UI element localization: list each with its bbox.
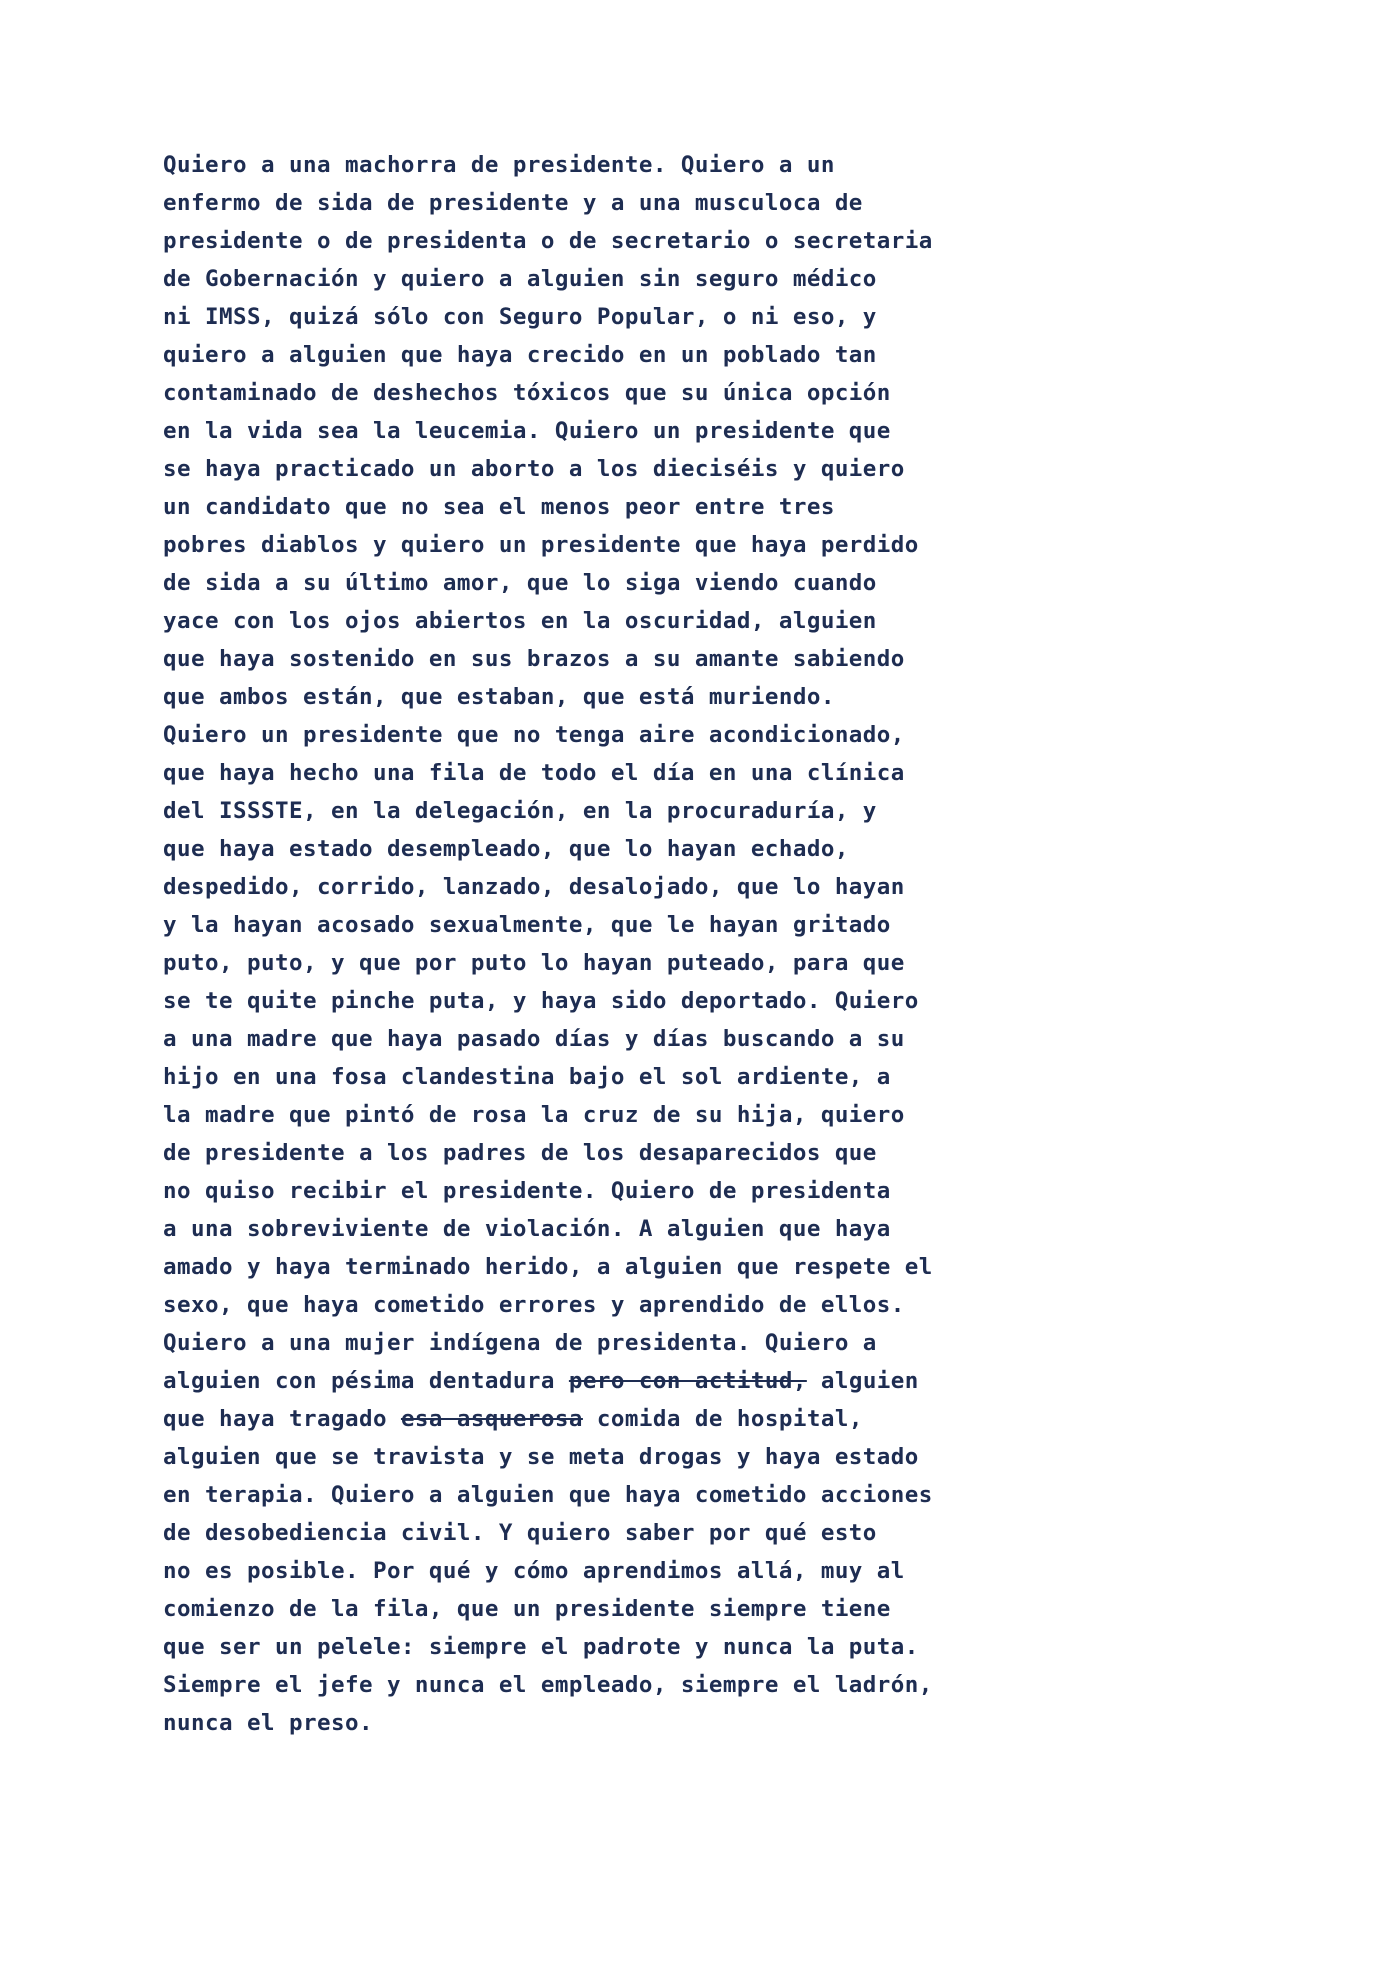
- text-run: alguien con pésima dentadura: [163, 1368, 569, 1394]
- text-run: Quiero a una machorra de presidente. Quiero a un: [163, 152, 835, 178]
- text-run: que haya tragado: [163, 1406, 401, 1432]
- text-run: que haya hecho una fila de todo el día en una clínica: [163, 760, 905, 786]
- text-run: alguien que se travista y se meta drogas y haya estado: [163, 1444, 919, 1470]
- text-run: enfermo de sida de presidente y a una musculoca de: [163, 190, 863, 216]
- text-line: [163, 640, 1253, 678]
- text-run: yace con los ojos abiertos en la oscuridad, alguien: [163, 608, 877, 634]
- text-run: hijo en una fosa clandestina bajo el sol ardiente, a: [163, 1064, 891, 1090]
- text-line: [163, 1020, 1253, 1058]
- text-line: [163, 868, 1253, 906]
- text-run: puto, puto, y que por puto lo hayan puteado, para que: [163, 950, 905, 976]
- text-line: [163, 982, 1253, 1020]
- text-line: [163, 792, 1253, 830]
- text-line: [163, 1362, 1253, 1400]
- struck-through-text: pero con actitud,: [568, 1368, 807, 1394]
- text-run: que ser un pelele: siempre el padrote y nunca la puta.: [163, 1634, 919, 1660]
- prose-text-block: [163, 146, 1253, 1742]
- text-run: presidente o de presidenta o de secretario o secretaria: [163, 228, 933, 254]
- text-line: [163, 1514, 1253, 1552]
- text-run: comida de hospital,: [582, 1406, 863, 1432]
- text-line: [163, 906, 1253, 944]
- text-line: [163, 336, 1253, 374]
- text-run: en la vida sea la leucemia. Quiero un presidente que: [163, 418, 891, 444]
- text-run: de Gobernación y quiero a alguien sin seguro médico: [163, 266, 877, 292]
- text-run: comienzo de la fila, que un presidente siempre tiene: [163, 1596, 891, 1622]
- text-line: [163, 1134, 1253, 1172]
- text-run: no quiso recibir el presidente. Quiero de presidenta: [163, 1178, 891, 1204]
- text-line: [163, 1248, 1253, 1286]
- text-run: que ambos están, que estaban, que está muriendo.: [163, 684, 835, 710]
- text-line: [163, 146, 1253, 184]
- text-line: [163, 1552, 1253, 1590]
- text-line: [163, 716, 1253, 754]
- text-line: [163, 488, 1253, 526]
- text-run: un candidato que no sea el menos peor entre tres: [163, 494, 835, 520]
- text-line: [163, 1476, 1253, 1514]
- text-run: pobres diablos y quiero un presidente que haya perdido: [163, 532, 919, 558]
- text-run: y la hayan acosado sexualmente, que le hayan gritado: [163, 912, 891, 938]
- text-line: [163, 1210, 1253, 1248]
- text-run: en terapia. Quiero a alguien que haya cometido acciones: [163, 1482, 933, 1508]
- text-run: de desobediencia civil. Y quiero saber por qué esto: [163, 1520, 877, 1546]
- text-run: de sida a su último amor, que lo siga viendo cuando: [163, 570, 877, 596]
- text-line: [163, 412, 1253, 450]
- text-run: no es posible. Por qué y cómo aprendimos allá, muy al: [163, 1558, 905, 1584]
- text-line: [163, 1628, 1253, 1666]
- text-line: [163, 1438, 1253, 1476]
- text-line: [163, 830, 1253, 868]
- text-run: que haya estado desempleado, que lo hayan echado,: [163, 836, 849, 862]
- text-line: [163, 184, 1253, 222]
- text-run: Quiero un presidente que no tenga aire acondicionado,: [163, 722, 905, 748]
- text-run: a una madre que haya pasado días y días buscando a su: [163, 1026, 905, 1052]
- text-run: de presidente a los padres de los desaparecidos que: [163, 1140, 877, 1166]
- text-run: amado y haya terminado herido, a alguien que respete el: [163, 1254, 933, 1280]
- text-run: la madre que pintó de rosa la cruz de su hija, quiero: [163, 1102, 905, 1128]
- text-line: [163, 1286, 1253, 1324]
- text-line: [163, 602, 1253, 640]
- text-line: [163, 260, 1253, 298]
- text-run: que haya sostenido en sus brazos a su amante sabiendo: [163, 646, 905, 672]
- text-line: [163, 1172, 1253, 1210]
- struck-through-text: esa asquerosa: [400, 1406, 583, 1432]
- text-line: [163, 944, 1253, 982]
- text-run: se te quite pinche puta, y haya sido deportado. Quiero: [163, 988, 919, 1014]
- text-run: contaminado de deshechos tóxicos que su única opción: [163, 380, 891, 406]
- text-run: a una sobreviviente de violación. A alguien que haya: [163, 1216, 891, 1242]
- text-line: [163, 1400, 1253, 1438]
- text-line: [163, 1666, 1253, 1704]
- text-run: despedido, corrido, lanzado, desalojado, que lo hayan: [163, 874, 905, 900]
- text-run: ni IMSS, quizá sólo con Seguro Popular, o ni eso, y: [163, 304, 877, 330]
- text-run: se haya practicado un aborto a los dieciséis y quiero: [163, 456, 905, 482]
- text-line: [163, 298, 1253, 336]
- text-line: [163, 1058, 1253, 1096]
- text-line: [163, 526, 1253, 564]
- text-run: alguien: [806, 1368, 919, 1394]
- text-line: [163, 450, 1253, 488]
- text-line: [163, 1704, 1253, 1742]
- text-line: [163, 1590, 1253, 1628]
- text-run: sexo, que haya cometido errores y aprendido de ellos.: [163, 1292, 905, 1318]
- text-line: [163, 1324, 1253, 1362]
- text-line: [163, 374, 1253, 412]
- text-line: [163, 222, 1253, 260]
- text-line: [163, 1096, 1253, 1134]
- text-line: [163, 564, 1253, 602]
- text-run: Siempre el jefe y nunca el empleado, siempre el ladrón,: [163, 1672, 933, 1698]
- text-run: quiero a alguien que haya crecido en un poblado tan: [163, 342, 877, 368]
- text-run: del ISSSTE, en la delegación, en la procuraduría, y: [163, 798, 877, 824]
- text-run: nunca el preso.: [163, 1710, 373, 1736]
- text-run: Quiero a una mujer indígena de presidenta. Quiero a: [163, 1330, 877, 1356]
- text-line: [163, 754, 1253, 792]
- text-line: [163, 678, 1253, 716]
